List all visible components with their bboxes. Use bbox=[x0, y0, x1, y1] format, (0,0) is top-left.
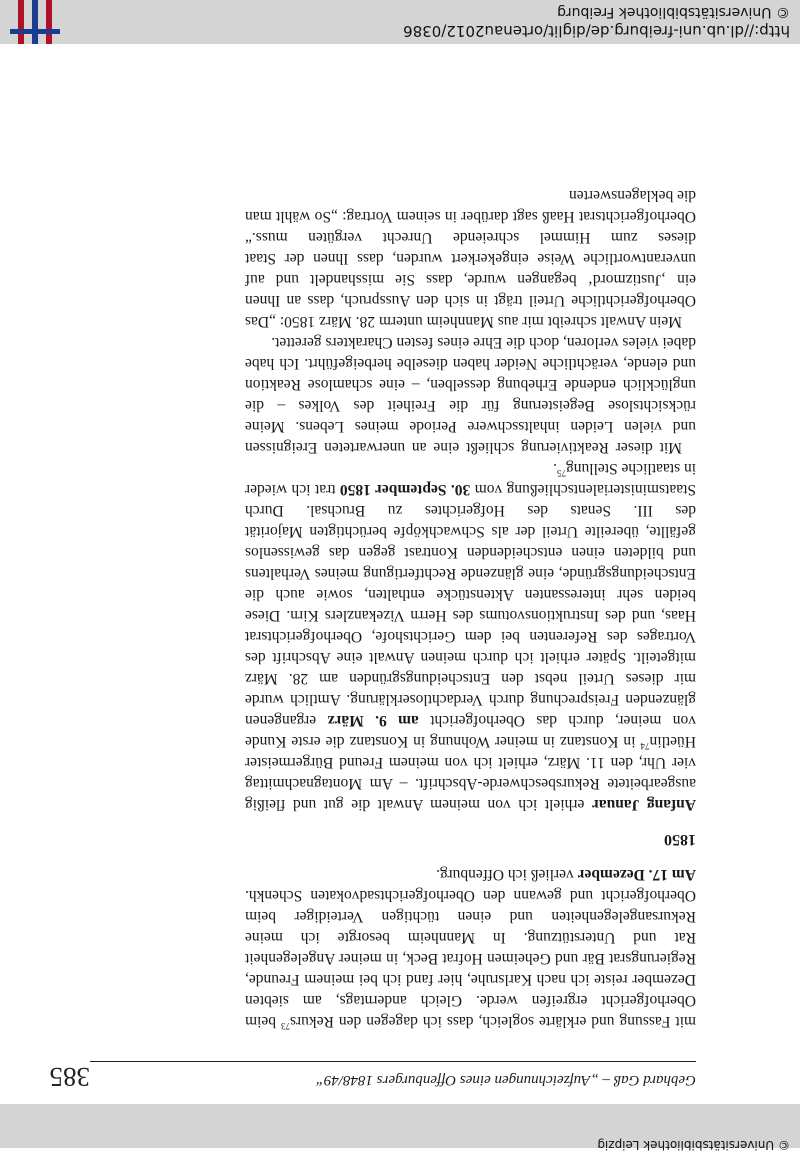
header-copyright: © Universitätsbibliothek Leipzig bbox=[597, 1138, 790, 1152]
footer-bar bbox=[0, 0, 800, 44]
footnote-ref: 75 bbox=[556, 468, 566, 479]
running-head: Gebhard Gaß – „Aufzeichnungen eines Offenburgers 1848/49“ bbox=[315, 1072, 696, 1088]
paragraph-1: mit Fassung und erklärte sogleich, dass ich dagegen den Rekurs$^{73}$ beim Oberhofgericht ergreifen werde. Gleich anderntags, am siebten Dezember reiste ich nach Karlsruhe, hier fand ich bei meinem Freunde, Regierungsrat Bär und Geheimen Hofrat Beck, in meiner Angelegenheit Rat und Unterstützung. In Mannheim besorgte ich meine Rekursangelegenheiten und einen tüchtigen Verteidiger beim Oberhofgericht und gewann den Oberhofgerichtsadvokaten Schenkh. Am 17. Dezember verließ ich Offenburg. bbox=[245, 866, 696, 1032]
paragraph-2: Anfang Januar erhielt ich von meinem Anwalt die gut und fleißig ausgearbeitete Rekursbeschwerde-Abschrift. – Am Montagnachmittag vier Uhr, den 11. März, erhielt ich von meinem Freund Bürgermeister Hüetlin$^{74}$ in Konstanz in meiner Wohnung in Konstanz die erste Kunde von meiner, durch das Oberhofgericht am 9. März ergangenen glänzenden Freisprechung durch Verdachtloserklärung. Amtlich wurde mir dieses Urteil nebst den Entscheidungsgründen am 28. März mitgeteilt. Später erhielt ich durch meinen Anwalt eine Abschrift des Vortrages des Referenten bei dem Gerichtshofe, Oberhofgerichtsrat Haas, und des Instruktionsvotums des Herrn Vizekanzlers Kirn. Diese beiden sehr interessanten Aktenstücke enthalten, sowie auch die Entscheidungsgründe, eine glänzende Rechtfertigung meines Verhaltens und bildeten einen entscheidenden Kontrast gegen das gewissenlos gefällte, übereilte Urteil der als Schwachköpfe berüchtigten Majorität des III. Senats des Hofgerichtes zu Bruchsal. Durch Staatsministerialentschließung vom 30. September 1850 trat ich wieder in staatliche Stellung$^{75}$. bbox=[245, 460, 696, 813]
university-logo-icon bbox=[10, 0, 60, 44]
footnote-ref: 74 bbox=[640, 741, 650, 752]
body-text bbox=[245, 185, 696, 1032]
page-number: 385 bbox=[49, 1062, 90, 1092]
header-rule bbox=[90, 1061, 696, 1062]
source-url-link[interactable]: http://dl.ub.uni-freiburg.de/diglit/ortenau2012/0386 bbox=[403, 22, 790, 40]
footnote-ref: 73 bbox=[280, 1021, 290, 1032]
section-year: 1850 bbox=[664, 831, 696, 848]
viewer-header-bar bbox=[0, 1104, 800, 1152]
footer-copyright: © Universitätsbibliothek Freiburg bbox=[557, 4, 790, 20]
paragraph-4: Mein Anwalt schreibt mir aus Mannheim unterm 28. März 1850: „Das Oberhofgerichtliche Urteil trägt in sich den Ausspruch, dass an Ihnen ein ‚Justizmord‘ begangen wurde, dass Sie misshandelt und auf unverantwortliche Weise eingekerkert wurden, dass Ihnen der Staat dieses zum Himmel schreiende Unrecht vergüten muss.“ Oberhofgerichtsrat Haaß sagt darüber in seinem Vortrag: „So wählt man die beklagenswerten bbox=[245, 187, 696, 330]
paragraph-3: Mit dieser Reaktivierung schließt eine an unerwarteten Ereignissen und vielen Leiden inhaltsschwere Periode meines Lebens. Meine rücksichtslose Begeisterung für die Freiheit des Volkes – die unglücklich endende Erhebung desselben, – eine schamlose Reaktion und elende, verächtliche Neider haben dieselbe herbeigeführt. Ich habe dabei vieles verloren, doch die Ehre eines festen Charakters gerettet. bbox=[245, 334, 696, 456]
